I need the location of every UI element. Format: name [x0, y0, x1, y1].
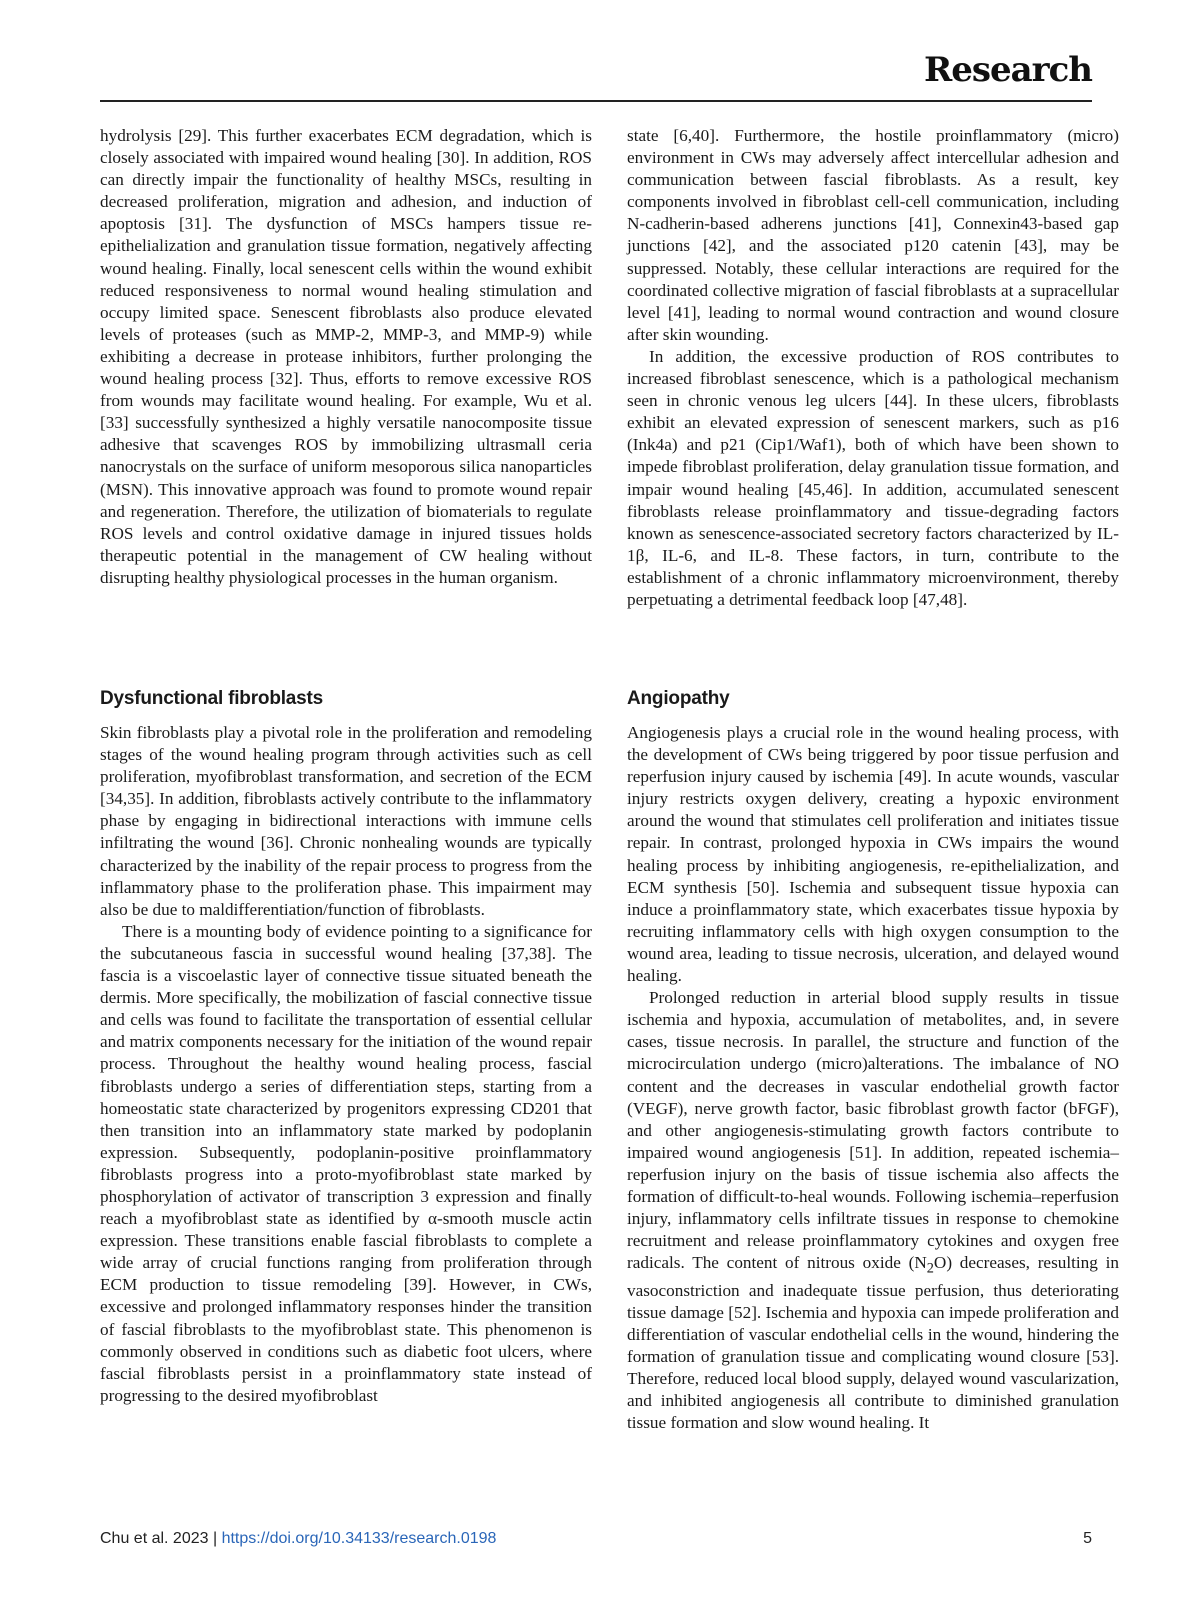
subscript: 2 [926, 1260, 934, 1277]
header-rule [100, 100, 1092, 102]
footer-citation [100, 1530, 496, 1548]
section-heading-dysfunctional-fibroblasts: Dysfunctional fibroblasts [100, 688, 324, 709]
page-number: 5 [1083, 1530, 1092, 1547]
citation-text: Chu et al. 2023 | [100, 1530, 222, 1547]
left-column-top [100, 125, 592, 589]
paragraph: In addition, the excessive production of ROS contributes to increased fibroblast senescence, which is a pathological mechanism seen in chronic venous leg ulcers [44]. In these ulcers, fibroblasts exhibit an elevated expression of senescent markers, such as p16 (Ink4a) and p21 (Cip1/Waf1), both of which have been shown to impede fibroblast proliferation, delay granulation tissue formation, and impair wound healing [45,46]. In addition, accumulated senescent fibroblasts release proinflammatory and tissue-degrading factors known as senescence-associated secretory factors characterized by IL-1β, IL-6, and IL-8. These factors, in turn, contribute to the establishment of a chronic inflammatory microenvironment, thereby perpetuating a detrimental feedback loop [47,48]. [627, 346, 1119, 609]
text-run: Prolonged reduction in arterial blood supply results in tissue ischemia and hypoxia, accumulation of metabolites, and, in severe cases, tissue necrosis. In parallel, the structure and function of the microcirculation undergo (micro)alterations. The imbalance of NO content and the decreases in vascular endothelial growth factor (VEGF), nerve growth factor, basic fibroblast growth factor (bFGF), and other angiogenesis-stimulating growth factors contribute to impaired wound angiogenesis [51]. In addition, repeated ischemia–reperfusion injury on the basis of tissue ischemia also affects the formation of difficult-to-heal wounds. Following ischemia–reperfusion injury, inflammatory cells infiltrate tissues in response to chemokine recruitment and release proinflammatory cytokines and oxygen free radicals. The content of nitrous oxide (N [627, 988, 1119, 1273]
text-run: O) decreases, resulting in vasoconstriction and inadequate tissue perfusion, thus deteriorating tissue damage [52]. Ischemia and hypoxia can impede proliferation and differentiation of vascular endothelial cells in the wound, hindering the formation of granulation tissue and complicating wound closure [53]. Therefore, reduced local blood supply, delayed wound vascularization, and inhibited angiogenesis all contribute to diminished granulation tissue formation and slow wound healing. It [627, 1253, 1119, 1433]
section-heading-angiopathy: Angiopathy [627, 688, 730, 709]
paragraph: There is a mounting body of evidence pointing to a significance for the subcutaneous fascia in successful wound healing [37,38]. The fascia is a viscoelastic layer of connective tissue situated beneath the dermis. More specifically, the mobilization of fascial connective tissue and cells was found to facilitate the transportation of essential cellular and matrix components necessary for the initiation of the wound repair process. Throughout the healthy wound healing process, fascial fibroblasts undergo a series of differentiation steps, starting from a homeostatic state characterized by progenitors expressing CD201 that then transition into an inflammatory state marked by podoplanin expression. Subsequently, podoplanin-positive proinflammatory fibroblasts progress into a proto-myofibroblast state marked by phosphorylation of activator of transcription 3 expression and finally reach a myofibroblast state as identified by α-smooth muscle actin expression. These transitions enable fascial fibroblasts to complete a wide array of crucial functions ranging from proliferation through ECM production to tissue remodeling [39]. However, in CWs, excessive and prolonged inflammatory responses hinder the transition of fascial fibroblasts to the myofibroblast state. This phenomenon is commonly observed in conditions such as diabetic foot ulcers, where fascial fibroblasts persist in a proinflammatory state instead of progressing to the desired myofibroblast [100, 921, 592, 1405]
paragraph: Angiogenesis plays a crucial role in the wound healing process, with the development of CWs being triggered by poor tissue perfusion and reperfusion injury caused by ischemia [49]. In acute wounds, vascular injury restricts oxygen delivery, creating a hypoxic environment around the wound that stimulates cell proliferation and initiates tissue repair. In contrast, prolonged hypoxia in CWs impairs the wound healing process by inhibiting angiogenesis, re-epithelialization, and ECM synthesis [50]. Ischemia and subsequent tissue hypoxia can induce a proinflammatory state, which exacerbates tissue hypoxia by recruiting inflammatory cells with high oxygen consumption to the wound area, leading to tissue necrosis, ulceration, and delayed wound healing. [627, 723, 1119, 986]
journal-name: Research [923, 50, 1092, 90]
paragraph: Skin fibroblasts play a pivotal role in the proliferation and remodeling stages of the wound healing program through activities such as cell proliferation, myofibroblast transformation, and secretion of the ECM [34,35]. In addition, fibroblasts actively contribute to the inflammatory phase by engaging in bidirectional interactions with immune cells infiltrating the wound [36]. Chronic nonhealing wounds are typically characterized by the inability of the repair process to progress from the inflammatory phase to the proliferation phase. This impairment may also be due to maldifferentiation/function of fibroblasts. [100, 723, 592, 919]
paragraph: state [6,40]. Furthermore, the hostile proinflammatory (micro) environment in CWs may adversely affect intercellular adhesion and communication between fascial fibroblasts. As a result, key components involved in fibroblast cell-cell communication, including N-cadherin-based adherens junctions [41], Connexin43-based gap junctions [42], and the associated p120 catenin [43], may be suppressed. Notably, these cellular interactions are required for the coordinated collective migration of fascial fibroblasts at a supracellular level [41], leading to normal wound contraction and wound closure after skin wounding. [627, 126, 1119, 344]
left-column-section [100, 722, 592, 1407]
right-column-section [627, 722, 1119, 1434]
paragraph: hydrolysis [29]. This further exacerbates ECM degradation, which is closely associated with impaired wound healing [30]. In addition, ROS can directly impair the functionality of healthy MSCs, resulting in decreased proliferation, migration and adhesion, and induction of apoptosis [31]. The dysfunction of MSCs hampers tissue re-epithelialization and granulation tissue formation, negatively affecting wound healing. Finally, local senescent cells within the wound exhibit reduced responsiveness to normal wound healing stimulation and occupy limited space. Senescent fibroblasts also produce elevated levels of proteases (such as MMP-2, MMP-3, and MMP-9) while exhibiting a decrease in protease inhibitors, further prolonging the wound healing process [32]. Thus, efforts to remove excessive ROS from wounds may facilitate wound healing. For example, Wu et al. [33] successfully synthesized a highly versatile nanocomposite tissue adhesive that scavenges ROS by immobilizing ultrasmall ceria nanocrystals on the surface of uniform mesoporous silica nanoparticles (MSN). This innovative approach was found to promote wound repair and regeneration. Therefore, the utilization of biomaterials to regulate ROS levels and control oxidative damage in injured tissues holds therapeutic potential in the management of CW healing without disrupting healthy physiological processes in the human organism. [100, 126, 592, 587]
doi-link[interactable]: https://doi.org/10.34133/research.0198 [221, 1530, 497, 1547]
right-column-top [627, 125, 1119, 611]
paragraph [627, 987, 1119, 1434]
